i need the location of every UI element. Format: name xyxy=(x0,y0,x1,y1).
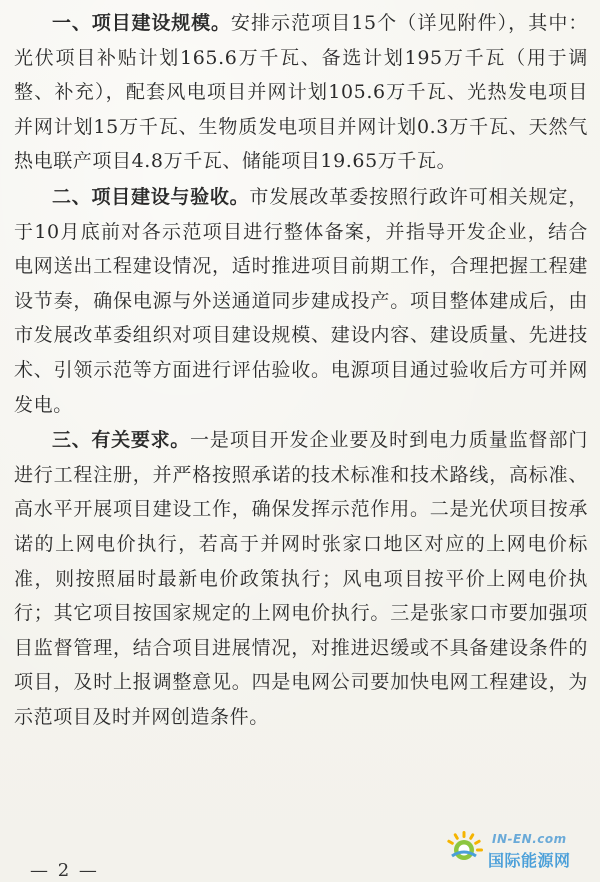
site-watermark xyxy=(442,830,592,874)
page-number: — 2 — xyxy=(30,860,99,881)
watermark-site-en: IN-EN.com xyxy=(492,832,567,846)
paragraph-project-scale xyxy=(14,6,588,179)
paragraph-text: 市发展改革委按照行政许可相关规定，于10月底前对各示范项目进行整体备案，并指导开发企业，结合电网送出工程建设情况，适时推进项目前期工作，合理把握工程建设节奏，确保电源与外送通道同步建成投产。项目整体建成后，由市发展改革委组织对项目建设规模、建设内容、建设质量、先进技术、引领示范等方面进行评估验收。电源项目通过验收后方可并网发电。 xyxy=(14,185,588,416)
paragraph-text: 一是项目开发企业要及时到电力质量监督部门进行工程注册，并严格按照承诺的技术标准和技术路线，高标准、高水平开展项目建设工作，确保发挥示范作用。二是光伏项目按承诺的上网电价执行，若高于并网时张家口地区对应的上网电价标准，则按照届时最新电价政策执行；风电项目按平价上网电价执行；其它项目按国家规定的上网电价执行。三是张家口市要加强项目监督管理，结合项目进展情况，对推进迟缓或不具备建设条件的项目，及时上报调整意见。四是电网公司要加快电网工程建设，为示范项目及时并网创造条件。 xyxy=(14,429,588,728)
paragraph-heading: 三、有关要求。 xyxy=(52,429,191,452)
document-body xyxy=(14,6,588,734)
energy-logo-icon xyxy=(444,830,484,870)
paragraph-requirements xyxy=(14,423,588,734)
paragraph-text: 安排示范项目15个（详见附件），其中：光伏项目补贴计划165.6万千瓦、备选计划195万千瓦（用于调整、补充），配套风电项目并网计划105.6万千瓦、光热发电项目并网计划15万千瓦、生物质发电项目并网计划0.3万千瓦、天然气热电联产项目4.8万千瓦、储能项目19.65万千瓦。 xyxy=(14,12,589,173)
paragraph-heading: 一、项目建设规模。 xyxy=(52,12,231,34)
paragraph-heading: 二、项目建设与验收。 xyxy=(52,185,250,208)
paragraph-construction-acceptance xyxy=(14,180,588,422)
watermark-site-cn: 国际能源网 xyxy=(488,851,571,870)
